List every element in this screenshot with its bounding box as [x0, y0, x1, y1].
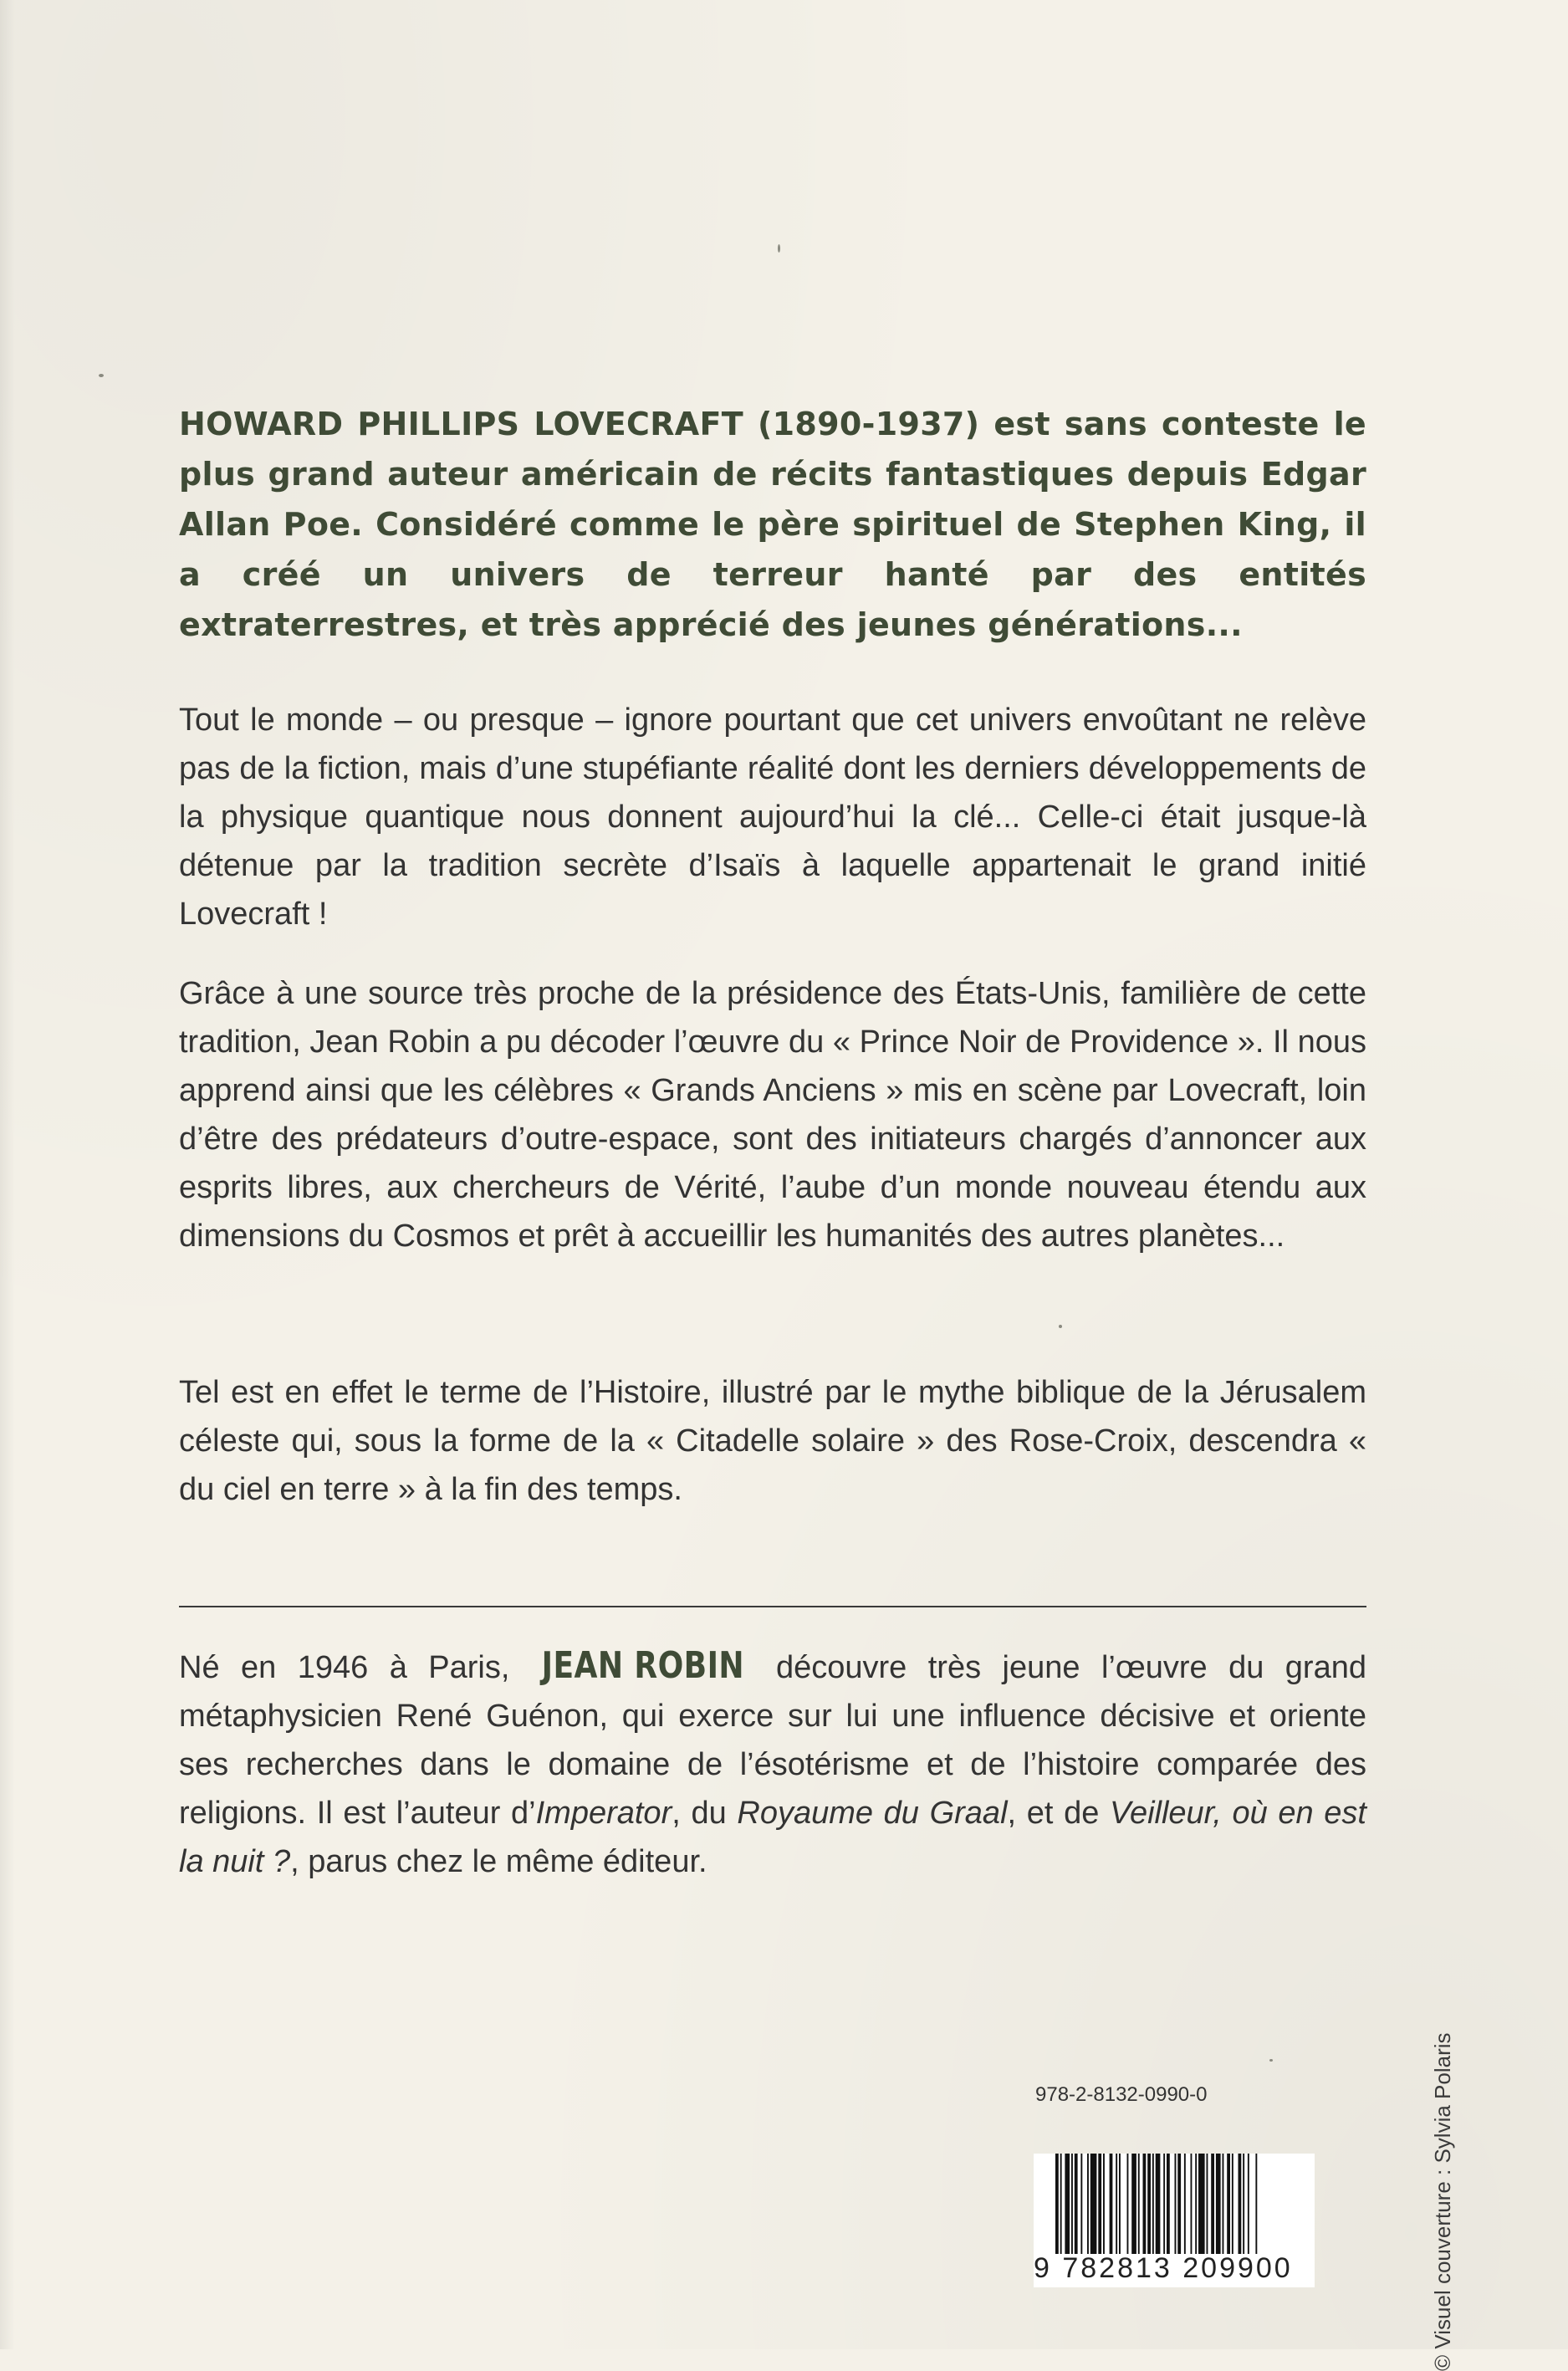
- book-title-veilleur: Veilleur, où en est la nuit ?: [179, 1796, 1366, 1879]
- paper-speck: [1059, 1325, 1062, 1328]
- author-name: JEAN ROBIN: [541, 1644, 744, 1687]
- book-title-royaume: Royaume du Graal: [737, 1796, 1008, 1831]
- barcode-bar: [1090, 2154, 1097, 2254]
- barcode-bars: [1054, 2154, 1305, 2254]
- barcode-bar: [1223, 2154, 1224, 2254]
- barcode-bar: [1207, 2154, 1208, 2254]
- barcode-bar: [1103, 2154, 1105, 2254]
- barcode: [1034, 2154, 1315, 2287]
- bio-text-1: découvre très jeune l’œuvre du grand métaphysicien René Guénon, qui exerce sur lui une influence décisive et oriente ses recherches dans le domaine de l’ésotérisme et de l’histoire comparée des religions. Il est l’auteur d’: [179, 1650, 1366, 1831]
- barcode-bar: [1087, 2154, 1089, 2254]
- bio-text-4: , parus chez le même éditeur.: [290, 1844, 707, 1879]
- bio-text-2: , du: [672, 1796, 727, 1831]
- barcode-bar: [1119, 2154, 1121, 2254]
- barcode-bar: [1177, 2154, 1181, 2254]
- barcode-bar: [1156, 2154, 1161, 2254]
- barcode-bar: [1232, 2154, 1233, 2254]
- barcode-bar: [1152, 2154, 1154, 2254]
- intro-blurb: HOWARD PHILLIPS LOVECRAFT (1890-1937) est sans conteste le plus grand auteur américain de récits fantastiques depuis Edgar Allan Poe. Considéré comme le père spirituel de Stephen King, il a créé un univers de terreur hanté par des entités extraterrestres, et très apprécié des jeunes générations...: [179, 406, 1366, 643]
- barcode-bar: [1167, 2154, 1170, 2254]
- barcode-bar: [1055, 2154, 1059, 2254]
- bio-text-3: , et de: [1007, 1796, 1100, 1831]
- barcode-bar: [1195, 2154, 1197, 2254]
- barcode-bar: [1184, 2154, 1186, 2254]
- barcode-digits: 9 782813 209900: [1034, 2252, 1293, 2284]
- paper-speck: [1269, 2059, 1273, 2062]
- barcode-bar: [1071, 2154, 1073, 2254]
- book-title-imperator: Imperator: [535, 1796, 672, 1831]
- paper-speck: [99, 374, 104, 377]
- barcode-bar: [1131, 2154, 1136, 2254]
- barcode-bar: [1060, 2154, 1062, 2254]
- barcode-bar: [1110, 2154, 1113, 2254]
- barcode-bar: [1127, 2154, 1129, 2254]
- barcode-bar: [1175, 2154, 1177, 2254]
- barcode-bar: [1065, 2154, 1070, 2254]
- barcode-bar: [1211, 2154, 1214, 2254]
- barcode-bar: [1239, 2154, 1242, 2254]
- barcode-bar: [1080, 2154, 1082, 2254]
- barcode-bar: [1098, 2154, 1101, 2254]
- barcode-bar: [1243, 2154, 1244, 2254]
- section-divider: [179, 1606, 1366, 1607]
- bio-lead: Né en 1946 à Paris,: [179, 1650, 510, 1685]
- barcode-bar: [1147, 2154, 1151, 2254]
- paragraph-3: Tel est en effet le terme de l’Histoire, illustré par le mythe biblique de la Jérusalem céleste qui, sous la forme de la « Citadelle solaire » des Rose-Croix, descendra « du ciel en terre » à la fin des temps.: [179, 1375, 1366, 1507]
- cover-credit: © Visuel couverture : Sylvia Polaris: [1430, 2032, 1455, 2371]
- barcode-bar: [1216, 2154, 1221, 2254]
- author-bio: [179, 1642, 1366, 1886]
- paragraph-1: Tout le monde – ou presque – ignore pourtant que cet univers envoûtant ne relève pas de la fiction, mais d’une stupéfiante réalité dont les derniers développements de la physique quantique nous donnent aujourd’hui la clé... Celle-ci était jusque-là détenue par la tradition secrète d’Isaïs à laquelle appartenait le grand initié Lovecraft !: [179, 703, 1366, 932]
- barcode-bar: [1191, 2154, 1193, 2254]
- barcode-bar: [1248, 2154, 1249, 2254]
- barcode-bar: [1075, 2154, 1078, 2254]
- barcode-bar: [1163, 2154, 1165, 2254]
- isbn-number: 978-2-8132-0990-0: [1035, 2083, 1208, 2106]
- paper-speck: [778, 244, 780, 253]
- barcode-bar: [1198, 2154, 1205, 2254]
- paragraph-2: Grâce à une source très proche de la présidence des États-Unis, familière de cette tradition, Jean Robin a pu décoder l’œuvre du « Prince Noir de Providence ». Il nous apprend ainsi que les célèbres « Grands Anciens » mis en scène par Lovecraft, loin d’être des prédateurs d’outre-espace, sont des initiateurs chargés d’annoncer aux esprits libres, aux chercheurs de Vérité, l’aube d’un monde nouveau étendu aux dimensions du Cosmos et prêt à accueillir les humanités des autres planètes...: [179, 976, 1366, 1254]
- barcode-bar: [1143, 2154, 1147, 2254]
- barcode-bar: [1227, 2154, 1230, 2254]
- barcode-bar: [1116, 2154, 1117, 2254]
- barcode-bar: [1138, 2154, 1140, 2254]
- barcode-bar: [1255, 2154, 1257, 2254]
